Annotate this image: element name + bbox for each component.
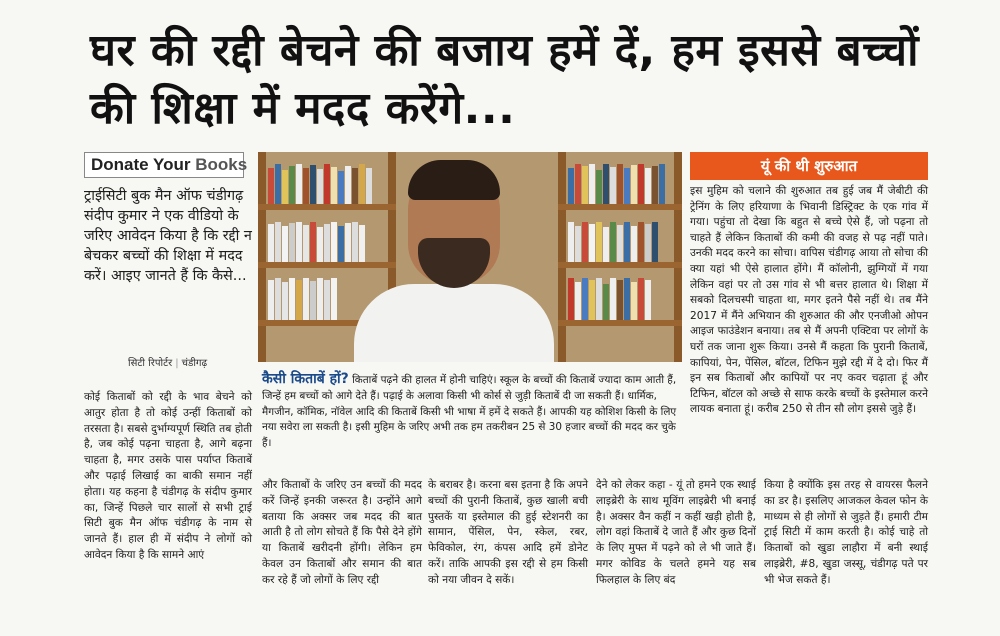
headline: घर की रद्दी बेचने की बजाय हमें दें, हम इससे बच्चों की शिक्षा में मदद करेंगे...	[90, 25, 919, 134]
donate-label-b: Books	[195, 155, 248, 174]
donate-label	[85, 155, 247, 175]
article-column-3: के बराबर है। करना बस इतना है कि अपने बच्चों की पुरानी किताबें, कुछ खाली बची पुस्तकें या इस्तेमाल की हुई स्टेशनरी का सामान, पेंसिल, पेन, स्केल, रबर, फेविकोल, रंग, कंपस आदि हमें डोनेट करें। ताकि आपकी इस रद्दी से हम किसी को नया जीवन दे सकें।	[428, 479, 588, 586]
byline-separator: |	[175, 358, 179, 369]
byline	[128, 355, 254, 369]
article-column-2: और किताबों के जरिए उन बच्चों की मदद करें जिन्हें इनकी जरूरत है। उन्होंने आगे बताया कि अक्सर जब मदद की बात आती है तो लोग सोचते हैं कि पैसे देने होंगे या किताबें खरीदनी होंगी। लेकिन हम केवल उन किताबों और समान की बात कर रहे हैं जो लोगों के लिए रद्दी	[262, 479, 422, 586]
donate-your-books-tag	[84, 152, 248, 178]
donate-label-a: Donate Your	[91, 155, 191, 174]
books-text: किताबें पढ़ने की हालत में होनी चाहिएं। स्कूल के बच्चों की किताबें ज्यादा काम आती हैं, जिन्हें हम बच्चों को आगे देते हैं। पढ़ाई के अलावा किसी भी कोर्स से जुड़ी किताबें दी जा सकती हैं। धार्मिक, मैगजीन, कॉमिक, नॉवेल आदि की किताबें किसी भी भाषा में हमें दे सकते हैं। आपकी यह कोशिश किसी के लिए नया सवेरा ला सकती है। इसी मुहिम के जरिए अभी तक हम तकरीबन 25 से 30 हजार बच्चों की मदद कर चुके हैं।	[262, 374, 677, 450]
article-column-1: कोई किताबों को रद्दी के भाव बेचने को आतुर होता है तो कोई उन्हीं किताबों को तरसता है। सबसे दुर्भाग्यपूर्ण स्थिति तब होती है, जब कोई पढ़ना चाहता है, आगे बढ़ना चाहता है, मगर उसके पास पर्याप्त किताबें और पढ़ाई लिखाई का बाकी समान नहीं होता। यह कहना है चंडीगढ़ के संदीप कुमार का, जिन्हें पिछले चार सालों से सभी ट्राई सिटी बुक मैन ऑफ चंडीगढ़ के नाम से जानते हैं। हाल ही में संदीप ने लोगों को आवेदन किया है कि सामने आएं	[84, 391, 252, 561]
article-column-4: देने को लेकर कहा - यूं तो हमने एक स्थाई लाइब्रेरी के साथ मूविंग लाइब्रेरी भी बनाई है। अक्सर वैन कहीं न कहीं खड़ी होती है, लोग वहां किताबें दे जाते हैं और कुछ दिनों के लिए मुफ्त में पढ़ने को ले भी जाते हैं। मगर कोविड के चलते हमने यह सब फिलहाल के लिए बंद	[596, 479, 756, 586]
sidebar-title: यूं की थी शुरुआत	[690, 152, 928, 180]
intro-text: ट्राईसिटी बुक मैन ऑफ चंडीगढ़ संदीप कुमार ने एक वीडियो के जरिए आवेदन किया है कि रद्दी न बेचकर बच्चों की शिक्षा में मदद करें। आइए जानते हैं कि कैसे...	[84, 188, 252, 284]
byline-reporter: सिटी रिपोर्टर	[128, 358, 173, 369]
books-question: कैसी किताबें हों?	[262, 371, 349, 387]
person-shirt	[354, 284, 554, 362]
sidebar-text: इस मुहिम को चलाने की शुरुआत तब हुई जब मैं जेबीटी की ट्रेनिंग के लिए हरियाणा के भिवानी डिस्ट्रिक्ट के एक गांव में गया। पहुंचा तो देखा कि बहुत से बच्चे ऐसे हैं, जो पढ़ना तो चाहते हैं लेकिन किताबों की कमी की वजह से पढ़ नहीं पाते। उनकी मदद करने का सोचा। वापिस चंडीगढ़ आया तो सोचा की क्या यहां भी ऐसे हालात होंगे। मैं कॉलोनी, झुग्गियों में गया लेकिन वहां पर तो उस गांव से भी बत्तर हालात थे। शिक्षा में सबको दिलचस्पी चाहता था, मगर इतने पैसे नहीं थे। तब मैंने 2017 में मैंने अभियान की शुरुआत की और एनजीओ ओपन आइज फाउंडेशन बनाया। तब से मैं अपनी एक्टिवा पर लोगों के घरों तक जाना शुरू किया। उनसे मैं कहता कि पुरानी किताबें, कापियां, पेन, पेंसिल, बॉटल, टिफिन मुझे रद्दी में दे दो। फिर मैं इन सब किताबों और कापियों पर नए कवर चढ़ाता हूं और टिफिन, बॉटल को अच्छे से साफ करके बच्चों के इस्तेमाल करने लायक बनाता हूं। करीब 250 से तीन सौ लोग इससे जुड़े हैं।	[690, 185, 928, 416]
photo-man-with-bookshelves	[258, 152, 682, 362]
article-column-5: किया है क्योंकि इस तरह से वायरस फैलने का डर है। इसलिए आजकल केवल फोन के माध्यम से ही लोगों से जुड़ते हैं। हमारी टीम ट्राई सिटी में काम करती है। कोई चाहे तो किताबों को खुडा लाहौरा में बनी स्थाई लाइब्रेरी, #8, खुडा जस्सू, चंडीगढ़ पते पर भी भेज सकते हैं।	[764, 479, 928, 586]
byline-city: चंडीगढ़	[181, 358, 208, 369]
person-beard	[418, 238, 490, 288]
which-books-box	[262, 372, 686, 452]
person-hair	[408, 160, 500, 200]
